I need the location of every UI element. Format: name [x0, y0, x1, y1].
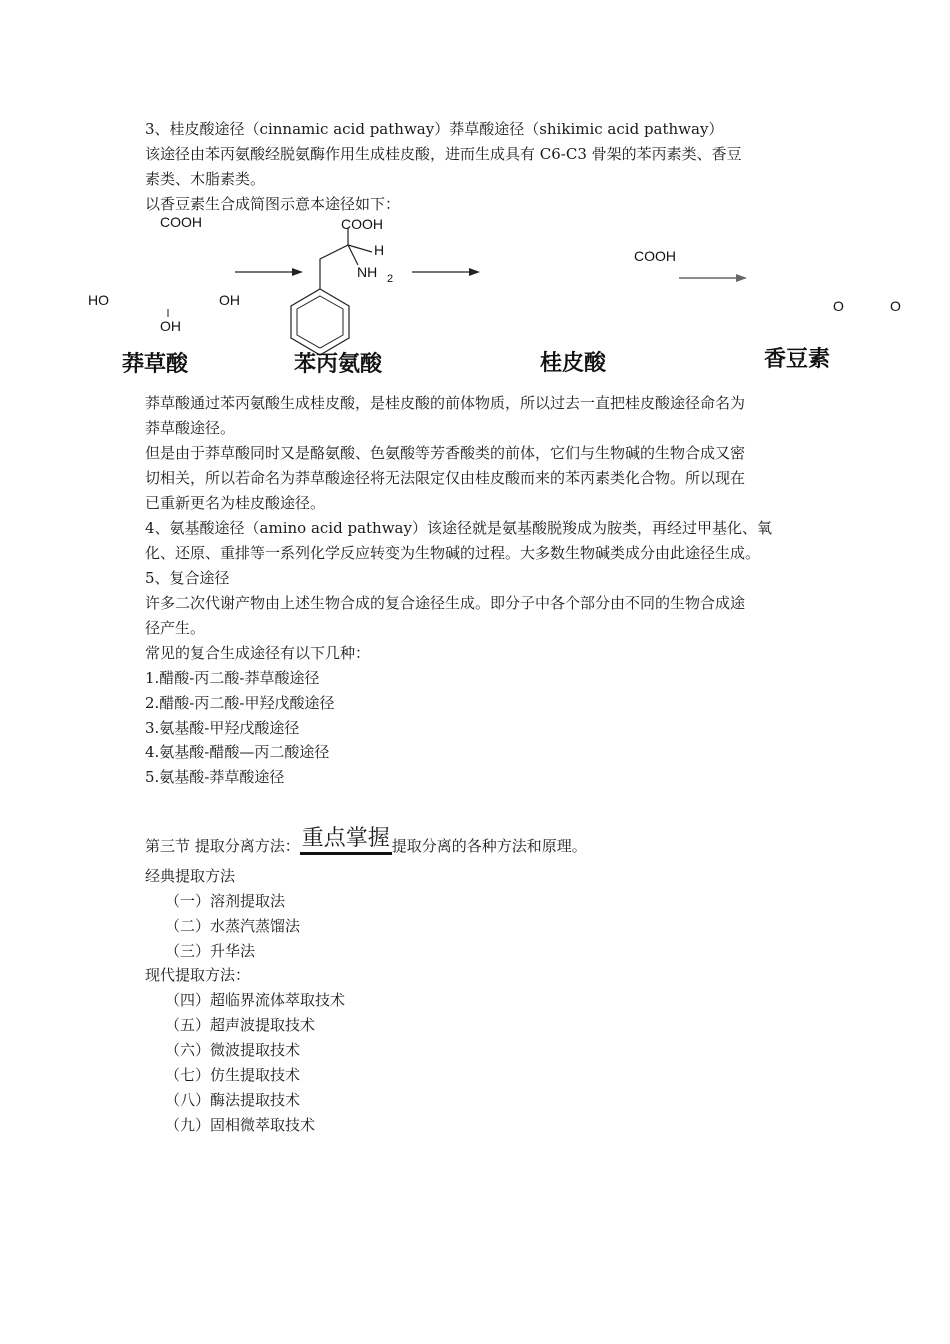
cinnamic-cooh-label: COOH [634, 248, 676, 264]
shikimic-ho-label: HO [88, 292, 109, 308]
benzene-ring [291, 289, 349, 355]
arrow-2-head [469, 268, 480, 276]
coumarin-o1-label: O [833, 298, 844, 314]
section3-desc-line1: 该途径由苯丙氨酸经脱氨酶作用生成桂皮酸，进而生成具有 C6-C3 骨架的苯丙素类、香豆 [145, 145, 742, 163]
list-item: （三）升华法 [165, 942, 256, 960]
list-item: 3.氨基酸-甲羟戊酸途径 [145, 719, 300, 737]
para2-line2: 切相关，所以若命名为莽草酸途径将无法限定仅由桂皮酸而来的苯丙素类化合物。所以现在 [145, 469, 746, 487]
list-item: （一）溶剂提取法 [165, 892, 286, 910]
list-item: （七）仿生提取技术 [165, 1066, 301, 1084]
para2-line1: 但是由于莽草酸同时又是酪氨酸、色氨酸等芳香酸类的前体，它们与生物碱的生物合成又密 [145, 444, 746, 462]
section-three-heading [145, 826, 587, 861]
list-item: （八）酶法提取技术 [165, 1091, 301, 1109]
list-item: 1.醋酸-丙二酸-莽草酸途径 [145, 669, 320, 687]
phe-nh2-subscript: 2 [387, 273, 394, 285]
shikimic-oh-right-label: OH [219, 292, 240, 308]
para1-line1: 莽草酸通过苯丙氨酸生成桂皮酸，是桂皮酸的前体物质，所以过去一直把桂皮酸途径命名为 [145, 394, 746, 412]
shikimic-cooh-label: COOH [160, 214, 202, 230]
section4-line1: 4、氨基酸途径（amino acid pathway）该途径就是氨基酸脱羧成为胺类，再经过甲基化、氧 [145, 519, 772, 537]
list-item: （二）水蒸汽蒸馏法 [165, 917, 301, 935]
section5-heading: 5、复合途径 [145, 569, 230, 587]
phenylalanine-caption: 苯丙氨酸 [294, 352, 383, 377]
phe-nh-label: NH [357, 264, 378, 280]
list-item: 5.氨基酸-莽草酸途径 [145, 768, 285, 786]
coumarin-caption: 香豆素 [764, 347, 831, 372]
section-three-emphasis: 重点掌握 [300, 826, 392, 855]
list-item: 2.醋酸-丙二酸-甲羟戊酸途径 [145, 694, 335, 712]
phe-h-label: H [374, 242, 385, 258]
section-three-suffix: 提取分离的各种方法和原理。 [391, 837, 587, 855]
shikimic-oh-bottom-label: OH [160, 318, 181, 334]
side-chain [320, 228, 348, 289]
classic-heading: 经典提取方法 [145, 867, 236, 885]
coumarin-o2-label: O [890, 298, 901, 314]
modern-heading: 现代提取方法： [145, 966, 251, 984]
section-three-prefix: 第三节 提取分离方法： [145, 837, 300, 855]
section3-desc-line2: 素类、木脂素类。 [145, 170, 266, 188]
phe-cooh-label: COOH [341, 216, 383, 232]
section3-intro: 以香豆素生合成简图示意本途径如下： [145, 195, 401, 213]
shikimic-caption: 莽草酸 [122, 352, 189, 377]
arrow-1-head [292, 268, 303, 276]
para1-line2: 莽草酸途径。 [145, 419, 236, 437]
section3-heading: 3、桂皮酸途径（cinnamic acid pathway）莽草酸途径（shikimic acid pathway） [145, 120, 724, 138]
arrow-3-head [736, 274, 747, 282]
list-item: （五）超声波提取技术 [165, 1016, 316, 1034]
para2-line3: 已重新更名为桂皮酸途径。 [145, 494, 326, 512]
list-item: 4.氨基酸-醋酸—丙二酸途径 [145, 743, 330, 761]
benzene-inner-ring [297, 296, 343, 348]
section5-intro: 常见的复合生成途径有以下几种： [145, 644, 371, 662]
biosynthesis-scheme [0, 0, 950, 400]
section4-line2: 化、还原、重排等一系列化学反应转变为生物碱的过程。大多数生物碱类成分由此途径生成。 [145, 544, 761, 562]
section5-line2: 径产生。 [145, 619, 206, 637]
list-item: （六）微波提取技术 [165, 1041, 301, 1059]
cinnamic-caption: 桂皮酸 [540, 351, 607, 376]
section5-line1: 许多二次代谢产物由上述生物合成的复合途径生成。即分子中各个部分由不同的生物合成途 [145, 594, 746, 612]
list-item: （四）超临界流体萃取技术 [165, 991, 346, 1009]
list-item: （九）固相微萃取技术 [165, 1116, 316, 1134]
